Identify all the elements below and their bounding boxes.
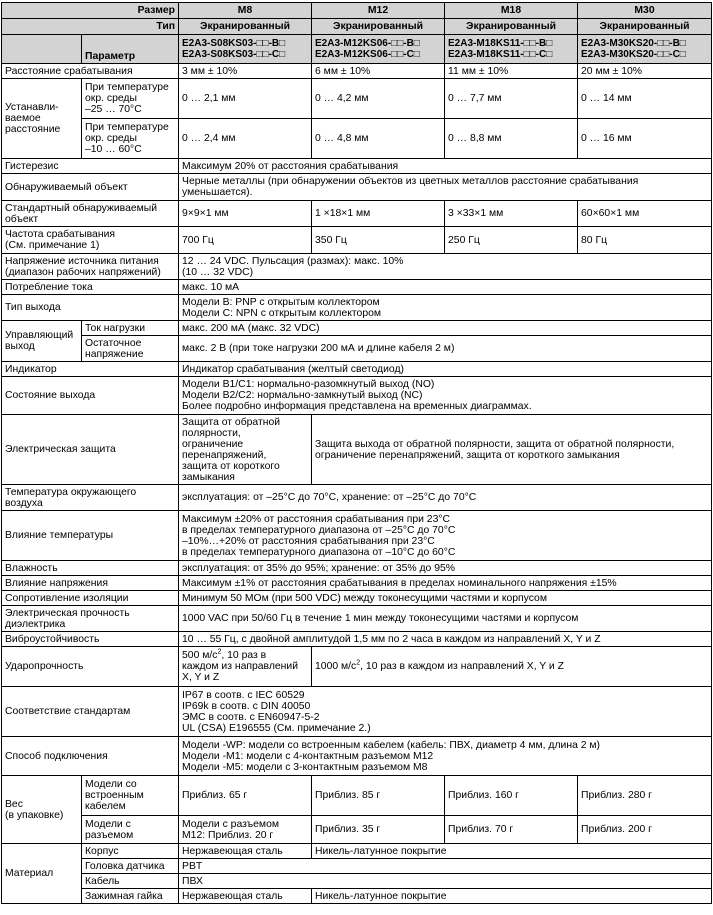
- cell-value: Приблиз. 35 г: [312, 816, 445, 844]
- row-label: Температура окружающего воздуха: [2, 485, 179, 511]
- size-header: Размер: [2, 3, 179, 19]
- cell-value: Нержавеющая сталь: [179, 844, 312, 859]
- header-blank: [2, 35, 82, 64]
- cell-value: Модели B: PNP с открытым коллектором Модели C: NPN с открытым коллектором: [179, 295, 712, 321]
- cell-value: Приблиз. 280 г: [578, 776, 712, 816]
- sub-label: Корпус: [82, 844, 179, 859]
- row-label: Состояние выхода: [2, 377, 179, 415]
- cell-value: Приблиз. 65 г: [179, 776, 312, 816]
- cell-value: макс. 200 мА (макс. 32 VDC): [179, 321, 712, 336]
- cell-value: PBT: [179, 859, 712, 874]
- row-label: Стандартный обнаруживаемый объект: [2, 201, 179, 227]
- cell-value: Максимум ±1% от расстояния срабатывания в пределах номинального напряжения ±15%: [179, 576, 712, 591]
- cell-value: 1000 $м/с^2$, 10 раз в каждом из направлений X, Y и Z: [312, 647, 712, 687]
- size-m12: M12: [312, 3, 445, 19]
- cell-value: 80 Гц: [578, 227, 712, 254]
- row-label: Вес (в упаковке): [2, 776, 82, 844]
- row-label: Сопротивление изоляции: [2, 591, 179, 606]
- cell-value: Максимум ±20% от расстояния срабатывания при 23°C в пределах температурного диапазона от –25°C до 70°C –10%…+20% от расстояния срабатывания при 23°C в пределах температурного диапазона от –10°C до 60°C: [179, 511, 712, 561]
- cell-value: 0 … 2,1 мм: [179, 79, 312, 119]
- cell-value: ПВХ: [179, 874, 712, 889]
- row-label: Частота срабатывания (См. примечание 1): [2, 227, 179, 254]
- size-m30: M30: [578, 3, 712, 19]
- cell-value: Никель-латунное покрытие: [312, 889, 712, 904]
- sub-label: Модели с разъемом: [82, 816, 179, 844]
- cell-value: Максимум 20% от расстояния срабатывания: [179, 159, 712, 174]
- model-m12: E2A3-M12KS06-□□-B□ E2A3-M12KS06-□□-C□: [312, 35, 445, 64]
- sub-label: При температуре окр. среды –25 … 70°C: [82, 79, 179, 119]
- type-m12: Экранированный: [312, 19, 445, 35]
- cell-value: Приблиз. 160 г: [445, 776, 578, 816]
- cell-value: 3 ×33×1 мм: [445, 201, 578, 227]
- row-label: Материал: [2, 844, 82, 904]
- cell-value: Модели B1/C1: нормально-разомкнутый выход (NO) Модели B2/C2: нормально-замкнутый выход (NC) Более подробно информация представлена на временных диаграммах.: [179, 377, 712, 415]
- cell-value: эксплуатация: от 35% до 95%; хранение: от 35% до 95%: [179, 561, 712, 576]
- sub-label: Модели со встроенным кабелем: [82, 776, 179, 816]
- cell-value: IP67 в соотв. с IEC 60529 IP69k в соотв. с DIN 40050 ЭМС в соотв. с EN60947-5-2 UL (CSA) E196555 (См. примечание 2.): [179, 687, 712, 737]
- row-label: Способ подключения: [2, 737, 179, 776]
- cell-value: 0 … 7,7 мм: [445, 79, 578, 119]
- cell-value: 0 … 14 мм: [578, 79, 712, 119]
- row-label: Расстояние срабатывания: [2, 64, 179, 79]
- cell-value: 0 … 2,4 мм: [179, 119, 312, 159]
- size-m8: M8: [179, 3, 312, 19]
- row-label: Напряжение источника питания (диапазон рабочих напряжений): [2, 254, 179, 280]
- cell-value: Приблиз. 70 г: [445, 816, 578, 844]
- cell-value: Приблиз. 85 г: [312, 776, 445, 816]
- spec-table: [1, 2, 712, 904]
- cell-value: 350 Гц: [312, 227, 445, 254]
- row-label: Влияние напряжения: [2, 576, 179, 591]
- row-label: Индикатор: [2, 362, 179, 377]
- row-label: Гистерезис: [2, 159, 179, 174]
- row-label: Виброустойчивость: [2, 632, 179, 647]
- cell-value: макс. 2 В (при токе нагрузки 200 мА и длине кабеля 2 м): [179, 336, 712, 362]
- cell-value: 0 … 4,8 мм: [312, 119, 445, 159]
- cell-value: 0 … 4,2 мм: [312, 79, 445, 119]
- cell-value: 3 мм ± 10%: [179, 64, 312, 79]
- sub-label: Ток нагрузки: [82, 321, 179, 336]
- model-m30: E2A3-M30KS20-□□-B□ E2A3-M30KS20-□□-C□: [578, 35, 712, 64]
- sub-label: Кабель: [82, 874, 179, 889]
- row-label: Обнаруживаемый объект: [2, 174, 179, 201]
- cell-value: Защита от обратной полярности, ограничение перенапряжений, защита от короткого замыкания: [179, 415, 312, 485]
- row-label: Устанавли- ваемое расстояние: [2, 79, 82, 159]
- cell-value: макс. 10 мА: [179, 280, 712, 295]
- size-m18: M18: [445, 3, 578, 19]
- cell-value: Модели с разъемом M12: Приблиз. 20 г: [179, 816, 312, 844]
- row-label: Электрическая прочность диэлектрика: [2, 606, 179, 632]
- cell-value: 700 Гц: [179, 227, 312, 254]
- sub-label: При температуре окр. среды –10 … 60°C: [82, 119, 179, 159]
- cell-value: Приблиз. 200 г: [578, 816, 712, 844]
- type-m30: Экранированный: [578, 19, 712, 35]
- row-label: Влияние температуры: [2, 511, 179, 561]
- row-label: Тип выхода: [2, 295, 179, 321]
- type-m8: Экранированный: [179, 19, 312, 35]
- sub-label: Остаточное напряжение: [82, 336, 179, 362]
- sub-label: Головка датчика: [82, 859, 179, 874]
- cell-value: Никель-латунное покрытие: [312, 844, 712, 859]
- cell-value: Минимум 50 МОм (при 500 VDC) между токонесущими частями и корпусом: [179, 591, 712, 606]
- cell-value: 9×9×1 мм: [179, 201, 312, 227]
- cell-value: 0 … 16 мм: [578, 119, 712, 159]
- model-m8: E2A3-S08KS03-□□-B□ E2A3-S08KS03-□□-C□: [179, 35, 312, 64]
- cell-value: 10 … 55 Гц, с двойной амплитудой 1,5 мм по 2 часа в каждом из направлений X, Y и Z: [179, 632, 712, 647]
- cell-value: 500 $м/с^2$, 10 раз в каждом из направлений X, Y и Z: [179, 647, 312, 687]
- row-label: Управляющий выход: [2, 321, 82, 362]
- cell-value: 250 Гц: [445, 227, 578, 254]
- row-label: Влажность: [2, 561, 179, 576]
- cell-value: 6 мм ± 10%: [312, 64, 445, 79]
- cell-value: 1 ×18×1 мм: [312, 201, 445, 227]
- cell-value: эксплуатация: от –25°C до 70°C, хранение: от –25°C до 70°C: [179, 485, 712, 511]
- cell-value: 1000 VAC при 50/60 Гц в течение 1 мин между токонесущими частями и корпусом: [179, 606, 712, 632]
- cell-value: Черные металлы (при обнаружении объектов из цветных металлов расстояние срабатывания уменьшается).: [179, 174, 712, 201]
- cell-value: 12 … 24 VDC. Пульсация (размах): макс. 10% (10 … 32 VDC): [179, 254, 712, 280]
- row-label: Электрическая защита: [2, 415, 179, 485]
- row-label: Соответствие стандартам: [2, 687, 179, 737]
- param-header: Параметр: [82, 35, 179, 64]
- model-m18: E2A3-M18KS11-□□-B□ E2A3-M18KS11-□□-C□: [445, 35, 578, 64]
- cell-value: Индикатор срабатывания (желтый светодиод): [179, 362, 712, 377]
- row-label: Потребление тока: [2, 280, 179, 295]
- cell-value: Защита выхода от обратной полярности, защита от обратной полярности, ограничение перенапряжений, защита от короткого замыкания: [312, 415, 712, 485]
- cell-value: 11 мм ± 10%: [445, 64, 578, 79]
- sub-label: Зажимная гайка: [82, 889, 179, 904]
- cell-value: 60×60×1 мм: [578, 201, 712, 227]
- cell-value: Модели -WP: модели со встроенным кабелем (кабель: ПВХ, диаметр 4 мм, длина 2 м) Модели -M1: модели с 4-контактным разъемом M12 Модели -M5: модели с 3-контактным разъемом M8: [179, 737, 712, 776]
- cell-value: 20 мм ± 10%: [578, 64, 712, 79]
- type-header: Тип: [2, 19, 179, 35]
- cell-value: 0 … 8,8 мм: [445, 119, 578, 159]
- row-label: Ударопрочность: [2, 647, 179, 687]
- type-m18: Экранированный: [445, 19, 578, 35]
- cell-value: Нержавеющая сталь: [179, 889, 312, 904]
